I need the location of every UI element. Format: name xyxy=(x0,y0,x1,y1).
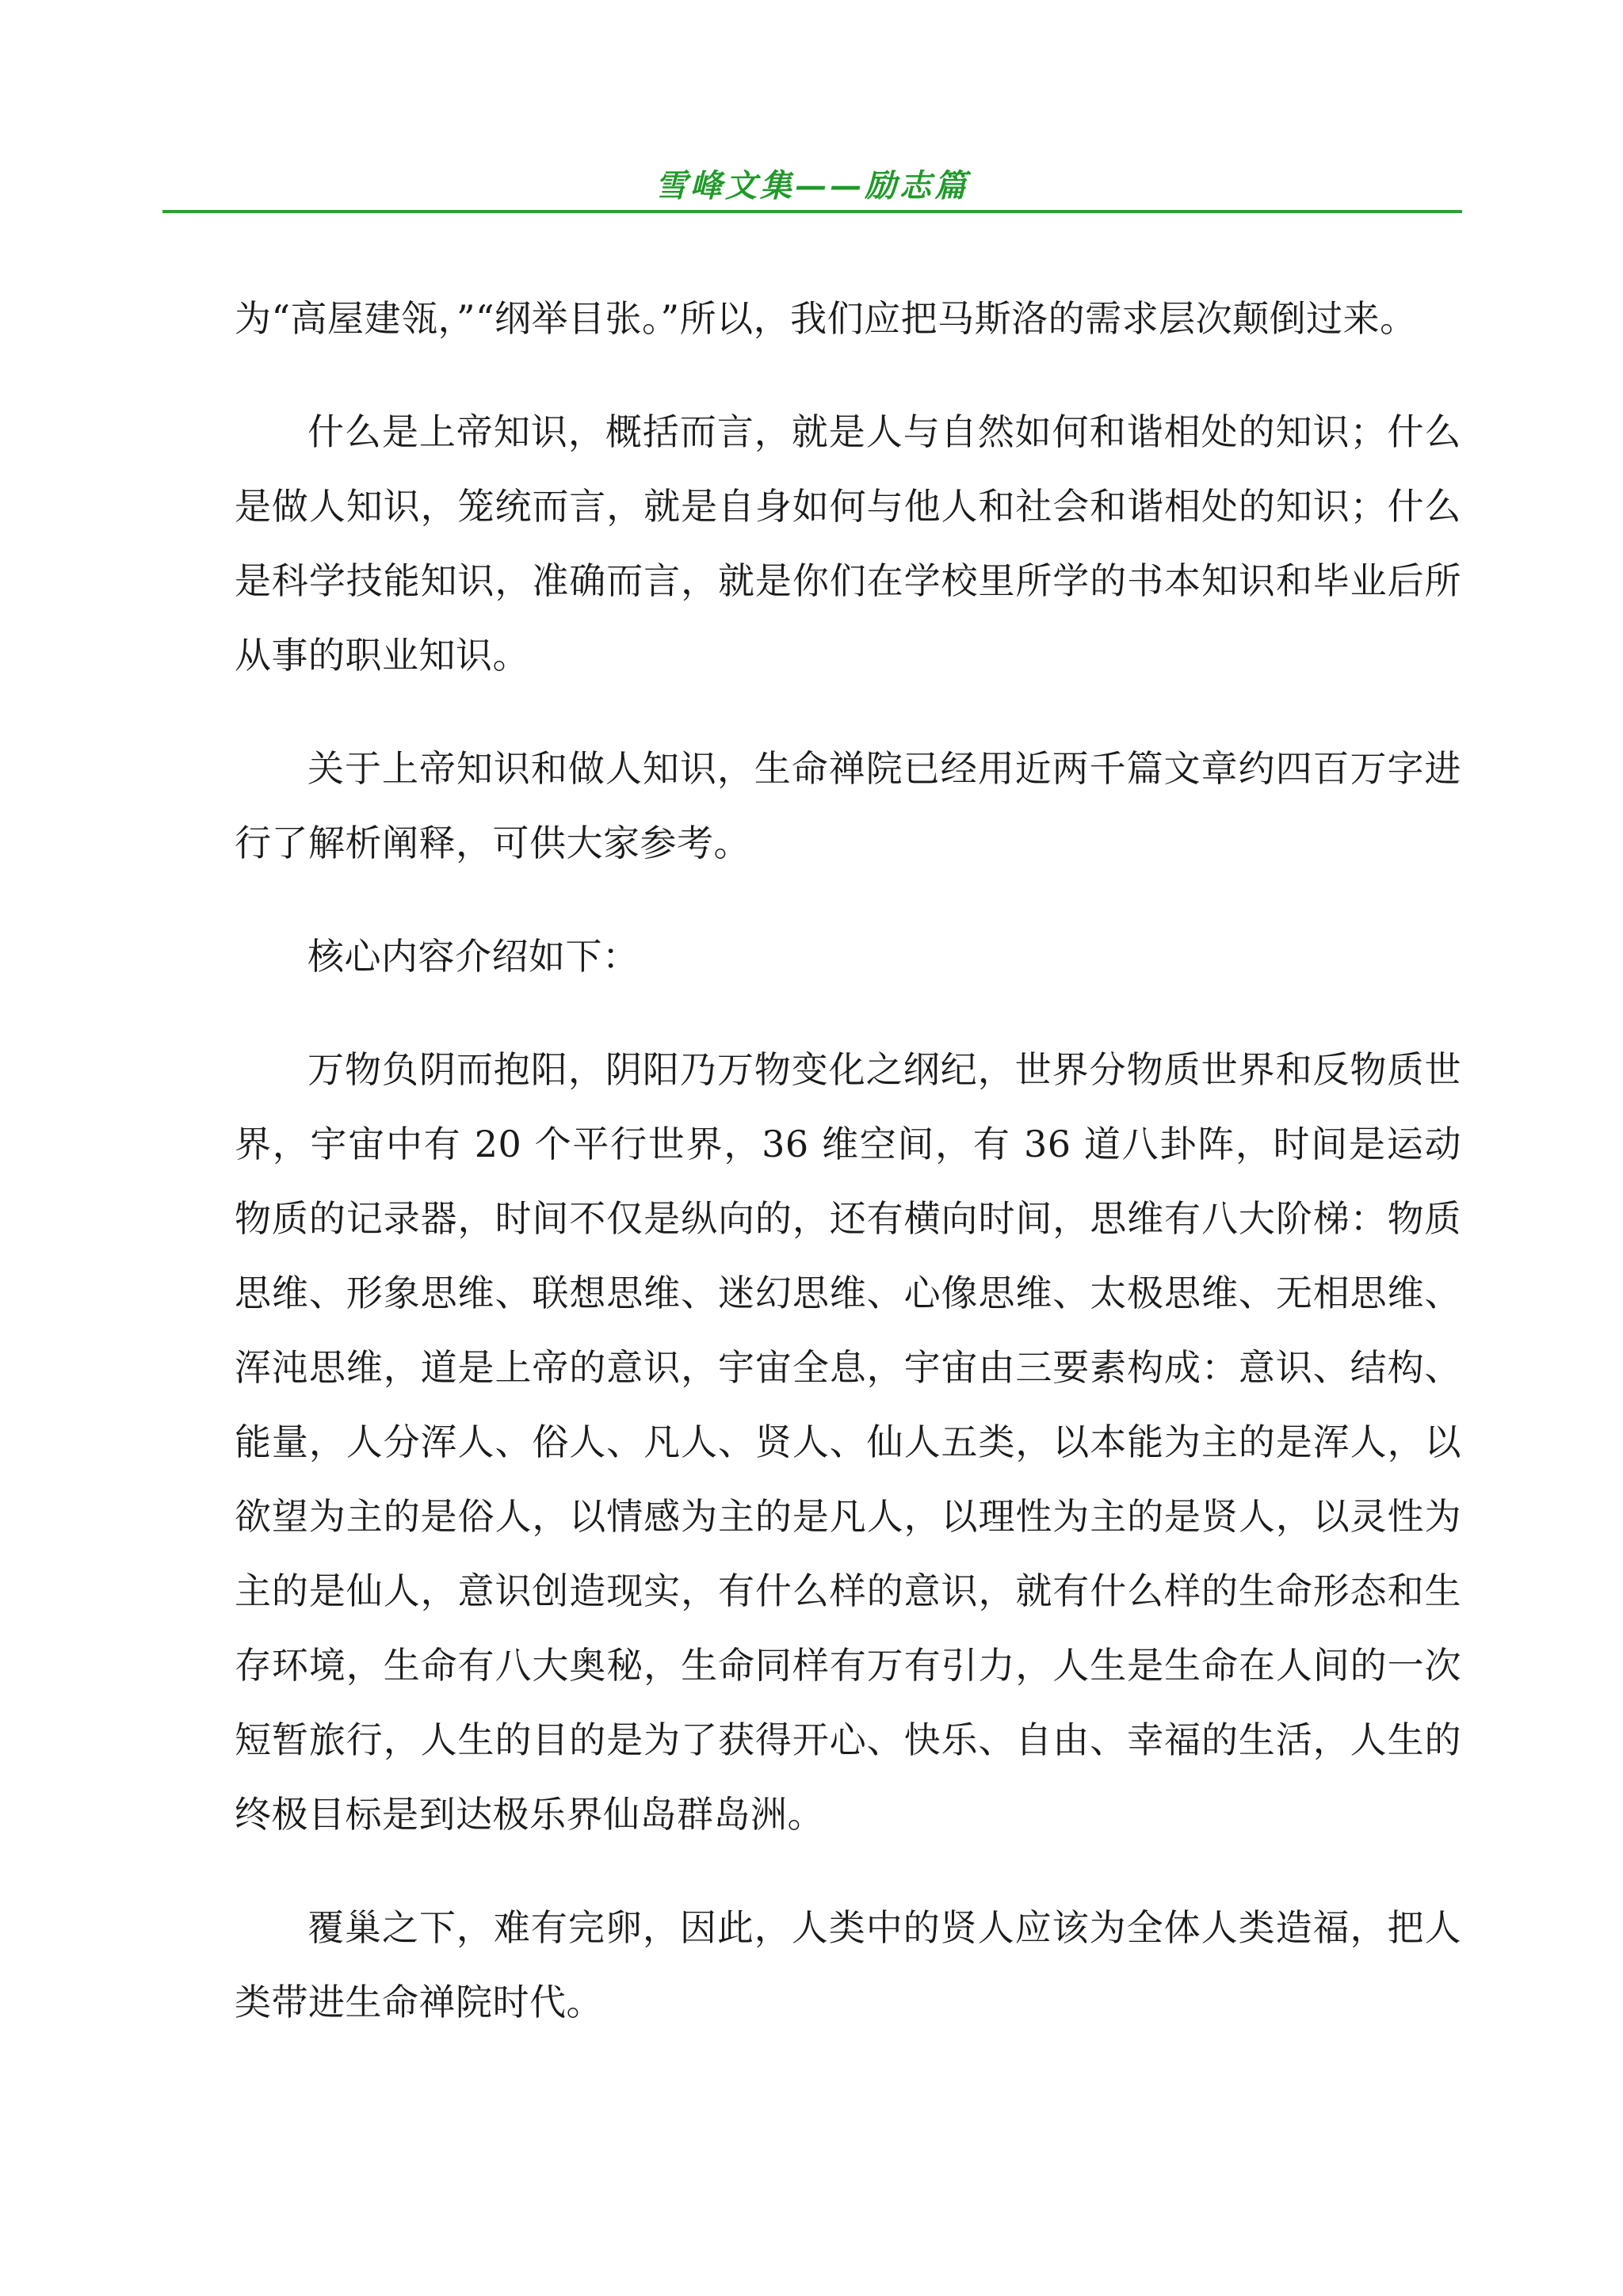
document-body xyxy=(235,281,1461,2078)
paragraph-6: 覆巢之下，难有完卵，因此，人类中的贤人应该为全体人类造福，把人类带进生命禅院时代。 xyxy=(235,1906,1461,2023)
paragraph-5: 万物负阴而抱阳，阴阳乃万物变化之纲纪，世界分物质世界和反物质世界，宇宙中有 20 个平行世界，36 维空间，有 36 道八卦阵，时间是运动物质的记录器，时间不仅是纵向的，还有横向时间，思维有八大阶梯：物质思维、形象思维、联想思维、迷幻思维、心像思维、太极思维、无相思维、浑沌思维，道是上帝的意识，宇宙全息，宇宙由三要素构成：意识、结构、能量，人分浑人、俗人、凡人、贤人、仙人五类，以本能为主的是浑人，以欲望为主的是俗人，以情感为主的是凡人，以理性为主的是贤人，以灵性为主的是仙人，意识创造现实，有什么样的意识，就有什么样的生命形态和生存环境，生命有八大奥秘，生命同样有万有引力，人生是生命在人间的一次短暂旅行，人生的目的是为了获得开心、快乐、自由、幸福的生活，人生的终极目标是到达极乐界仙岛群岛洲。 xyxy=(235,1048,1461,1836)
paragraph-3: 关于上帝知识和做人知识，生命禅院已经用近两千篇文章约四百万字进行了解析阐释，可供大家参考。 xyxy=(235,747,1461,864)
header-divider xyxy=(162,210,1462,213)
header-title: 雪峰文集——励志篇 xyxy=(655,167,969,204)
paragraph-1: 为“高屋建瓴，”“纲举目张。”所以，我们应把马斯洛的需求层次颠倒过来。 xyxy=(235,297,1417,340)
paragraph-4: 核心内容介绍如下： xyxy=(307,935,640,978)
paragraph-2: 什么是上帝知识，概括而言，就是人与自然如何和谐相处的知识；什么是做人知识，笼统而言，就是自身如何与他人和社会和谐相处的知识；什么是科学技能知识，准确而言，就是你们在学校里所学的书本知识和毕业后所从事的职业知识。 xyxy=(235,410,1461,677)
page-header xyxy=(162,162,1462,213)
